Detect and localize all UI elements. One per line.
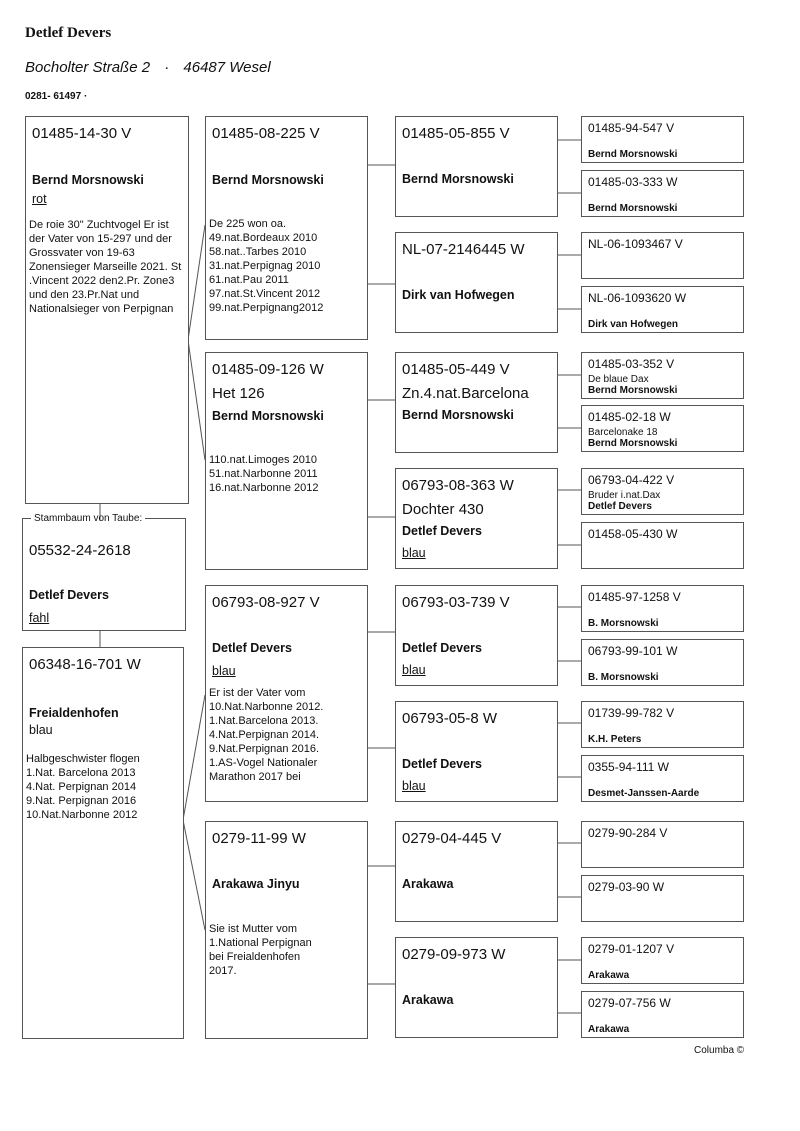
breeder-name: Bernd Morsnowski	[212, 409, 324, 423]
gen4-card	[581, 522, 744, 569]
notes	[209, 217, 364, 315]
gen3-card	[395, 116, 558, 217]
gen4-card	[581, 991, 744, 1038]
ring: 06793-03-739 V	[402, 594, 510, 611]
breeder-name: Arakawa	[402, 993, 454, 1007]
granddam-maternal-card	[205, 821, 368, 1039]
mother-color: blau	[29, 723, 53, 737]
breeder-name: Arakawa Jinyu	[212, 877, 300, 891]
nickname: De blaue Dax	[588, 374, 649, 385]
breeder-name: Bernd Morsnowski	[588, 203, 678, 214]
gen3-card	[395, 585, 558, 686]
gen3-card	[395, 352, 558, 453]
gen4-card	[581, 639, 744, 686]
ring: 06793-04-422 V	[588, 473, 675, 487]
pigeon-label: Stammbaum von Taube:	[34, 513, 143, 524]
mother-name: Freialdenhofen	[29, 706, 119, 720]
note-line: 51.nat.Narbonne 2011	[209, 468, 318, 480]
breeder-name: Bernd Morsnowski	[212, 173, 324, 187]
ring: 01485-05-855 V	[402, 125, 510, 142]
gen3-card	[395, 937, 558, 1038]
ring: 01485-02-18 W	[588, 410, 671, 424]
gen4-card	[581, 405, 744, 452]
grandsire-paternal-card	[205, 116, 368, 340]
nickname: Zn.4.nat.Barcelona	[402, 385, 529, 402]
gen4-card	[581, 937, 744, 984]
note-line: 110.nat.Limoges 2010	[209, 454, 318, 466]
note-line: Marathon 2017 bei	[209, 771, 301, 783]
note-line: 49.nat.Bordeaux 2010	[209, 232, 318, 244]
gen4-card	[581, 468, 744, 515]
ring: 01485-97-1258 V	[588, 590, 681, 604]
ring: 06793-08-927 V	[212, 594, 320, 611]
ring: NL-07-2146445 W	[402, 241, 525, 258]
pigeon-color: fahl	[29, 611, 50, 625]
ring: NL-06-1093467 V	[588, 237, 683, 251]
address-separator: ·	[164, 59, 170, 76]
breeder-name: Arakawa	[588, 970, 630, 981]
ring: 01458-05-430 W	[588, 527, 678, 541]
color: blau	[402, 779, 426, 793]
note-line: 4.Nat. Perpignan 2014	[26, 781, 137, 793]
breeder-name: Desmet-Janssen-Aarde	[588, 788, 700, 799]
breeder-name: Bernd Morsnowski	[588, 385, 678, 396]
breeder-name: Bernd Morsnowski	[402, 172, 514, 186]
gen4-card	[581, 170, 744, 217]
note-line: 1.Nat. Barcelona 2013	[26, 767, 136, 779]
nickname: Bruder i.nat.Dax	[588, 490, 661, 501]
breeder-name: Detlef Devers	[402, 757, 482, 771]
mother-notes	[26, 752, 180, 822]
grandsire-maternal-card	[205, 585, 368, 802]
color: blau	[402, 546, 426, 560]
ring: 01485-09-126 W	[212, 361, 324, 378]
breeder-name: Arakawa	[402, 877, 454, 891]
breeder-name: B. Morsnowski	[588, 672, 659, 683]
owner-phone: 0281- 61497 ·	[25, 91, 88, 102]
footer-credit: Columba ©	[694, 1045, 745, 1056]
note-line: 61.nat.Pau 2011	[209, 274, 289, 286]
father-notes	[29, 218, 185, 316]
notes	[209, 686, 364, 784]
gen4-card	[581, 232, 744, 279]
color: blau	[402, 663, 426, 677]
father-card	[25, 116, 189, 504]
ring: 01739-99-782 V	[588, 706, 675, 720]
father-ring: 01485-14-30 V	[32, 125, 132, 142]
gen4-card	[581, 821, 744, 868]
owner-address	[25, 59, 271, 76]
ring: NL-06-1093620 W	[588, 291, 687, 305]
note-line: 31.nat.Perpignag 2010	[209, 260, 321, 272]
ring: 0279-01-1207 V	[588, 942, 675, 956]
breeder-name: Dirk van Hofwegen	[402, 288, 515, 302]
gen3-card	[395, 468, 558, 569]
ring: 01485-05-449 V	[402, 361, 510, 378]
ring: 0279-09-973 W	[402, 946, 506, 963]
note-line: 10.Nat.Narbonne 2012	[26, 809, 138, 821]
gen4-card	[581, 755, 744, 802]
address-street: Bocholter Straße 2	[25, 59, 151, 76]
notes	[209, 453, 364, 495]
father-name: Bernd Morsnowski	[32, 173, 144, 187]
gen3-card	[395, 821, 558, 922]
note-line: De roie 30" Zuchtvogel Er ist der Vater von 15-297 und der Grossvater von 19-63 Zonensieger Marseille 2021. St .Vincent 2022 den2.Pr. Zone3 und den 23.Pr.Nat und Nationalsieger von Perpignan	[29, 219, 182, 315]
ring: 01485-94-547 V	[588, 121, 675, 135]
ring: 01485-08-225 V	[212, 125, 320, 142]
note-line: 9.Nat. Perpignan 2016	[26, 795, 137, 807]
pigeon-card	[22, 513, 186, 631]
note-line: 97.nat.St.Vincent 2012	[209, 288, 321, 300]
breeder-name: K.H. Peters	[588, 734, 642, 745]
ring: 06793-08-363 W	[402, 477, 514, 494]
ring: 01485-03-333 W	[588, 175, 678, 189]
pigeon-ring: 05532-24-2618	[29, 542, 131, 559]
nickname: Dochter 430	[402, 501, 484, 518]
note-line: 1.AS-Vogel Nationaler	[209, 757, 318, 769]
breeder-name: Bernd Morsnowski	[402, 408, 514, 422]
nickname: Barcelonake 18	[588, 427, 658, 438]
nickname: Het 126	[212, 385, 265, 402]
note-line: 16.nat.Narbonne 2012	[209, 482, 319, 494]
ring: 06793-05-8 W	[402, 710, 498, 727]
notes	[209, 922, 364, 978]
owner-name: Detlef Devers	[25, 25, 112, 41]
note-line: De 225 won oa.	[209, 218, 287, 230]
gen4-card	[581, 875, 744, 922]
granddam-paternal-card	[205, 352, 368, 570]
breeder-name: Dirk van Hofwegen	[588, 319, 679, 330]
breeder-name: Bernd Morsnowski	[588, 149, 678, 160]
gen3-card	[395, 701, 558, 802]
note-line: bei Freialdenhofen	[209, 951, 301, 963]
note-line: Er ist der Vater vom	[209, 687, 306, 699]
ring: 0279-03-90 W	[588, 880, 665, 894]
gen4-card	[581, 585, 744, 632]
note-line: 58.nat..Tarbes 2010	[209, 246, 307, 258]
note-line: 1.Nat.Barcelona 2013.	[209, 715, 319, 727]
ring: 0279-11-99 W	[212, 830, 306, 847]
address-city: 46487 Wesel	[183, 59, 271, 76]
breeder-name: Bernd Morsnowski	[588, 438, 678, 449]
gen4-card	[581, 352, 744, 399]
note-line: Sie ist Mutter vom	[209, 923, 298, 935]
breeder-name: Arakawa	[588, 1024, 630, 1035]
ring: 0279-90-284 V	[588, 826, 668, 840]
breeder-name: Detlef Devers	[402, 524, 482, 538]
color: blau	[212, 664, 236, 678]
gen4-card	[581, 701, 744, 748]
ring: 0279-07-756 W	[588, 996, 671, 1010]
note-line: 10.Nat.Narbonne 2012.	[209, 701, 324, 713]
mother-ring: 06348-16-701 W	[29, 656, 141, 673]
breeder-name: Detlef Devers	[402, 641, 482, 655]
note-line: 4.Nat.Perpignan 2014.	[209, 729, 320, 741]
gen4-card	[581, 286, 744, 333]
note-line: 99.nat.Perpignang2012	[209, 302, 324, 314]
note-line: 2017.	[209, 965, 237, 977]
note-line: Halbgeschwister flogen	[26, 753, 140, 765]
father-color: rot	[32, 192, 47, 206]
gen3-card	[395, 232, 558, 333]
gen4-card	[581, 116, 744, 163]
breeder-name: Detlef Devers	[588, 501, 652, 512]
breeder-name: Detlef Devers	[212, 641, 292, 655]
ring: 06793-99-101 W	[588, 644, 678, 658]
note-line: 1.National Perpignan	[209, 937, 312, 949]
pigeon-name: Detlef Devers	[29, 588, 109, 602]
ring: 0279-04-445 V	[402, 830, 502, 847]
ring: 01485-03-352 V	[588, 357, 675, 371]
mother-card	[22, 647, 184, 1039]
breeder-name: B. Morsnowski	[588, 618, 659, 629]
ring: 0355-94-111 W	[588, 760, 669, 774]
note-line: 9.Nat.Perpignan 2016.	[209, 743, 320, 755]
